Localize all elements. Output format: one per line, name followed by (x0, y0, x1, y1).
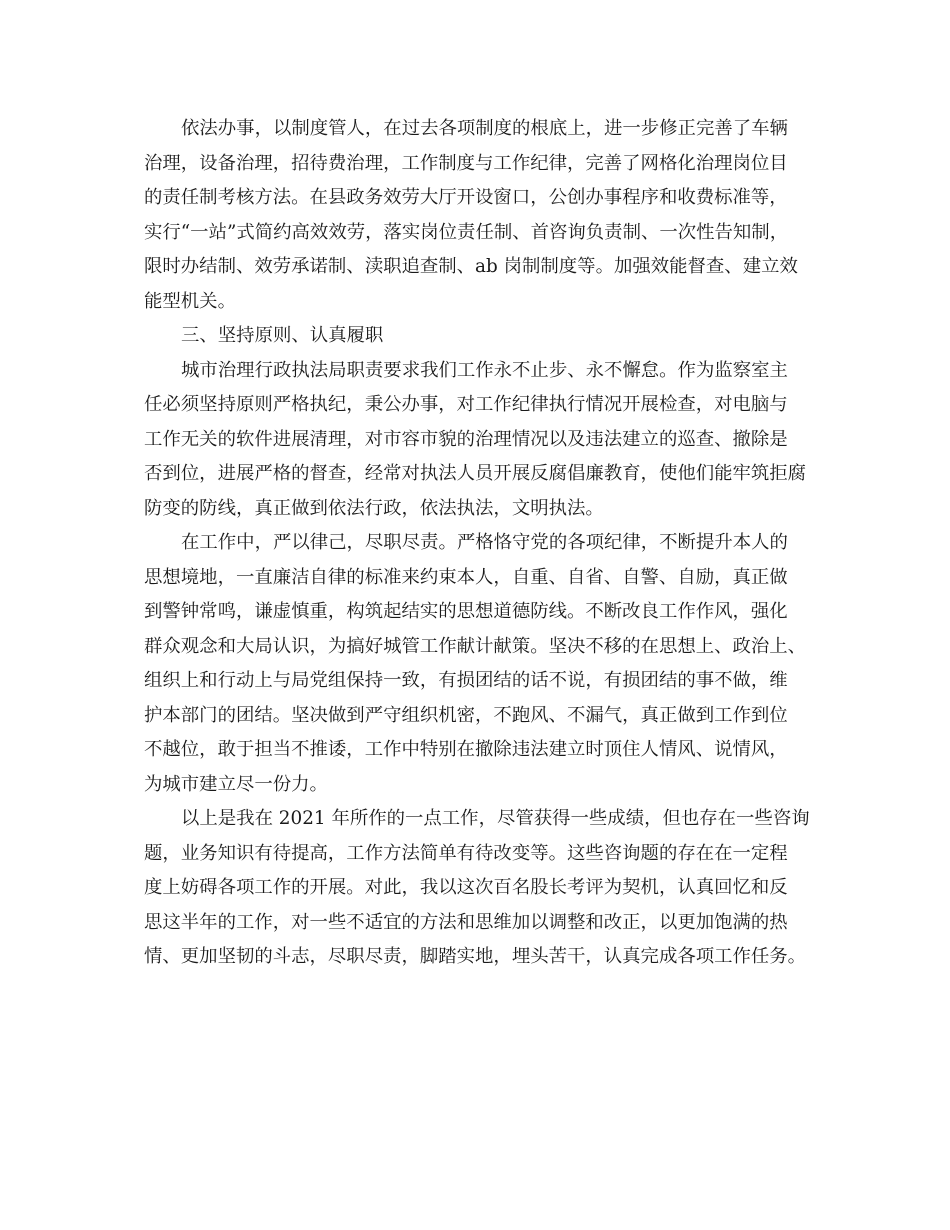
paragraph-line: 情、更加坚韧的斗志，尽职尽责，脚踏实地，埋头苦干，认真完成各项工作任务。 (144, 946, 807, 967)
paragraph-line: 防变的防线，真正做到依法行政，依法执法，文明执法。 (144, 497, 604, 519)
paragraph-line: 能型机关。 (144, 290, 236, 312)
paragraph-line: 的责任制考核方法。在县政务效劳大厅开设窗口，公创办事程序和收费标准等， (144, 187, 788, 208)
paragraph-line: 不越位，敢于担当不推诿，工作中特别在撤除违法建立时顶住人情风、说情风， (144, 739, 788, 760)
paragraph-line: 以上是我在 2021 年所作的一点工作，尽管获得一些成绩，但也存在一些咨询 (181, 808, 810, 829)
section-heading: 三、坚持原则、认真履职 (181, 325, 384, 346)
paragraph-line: 工作无关的软件进展清理，对市容市貌的治理情况以及违法建立的巡查、撤除是 (144, 428, 788, 450)
paragraph-line: 题，业务知识有待提高，工作方法简单有待改变等。这些咨询题的存在在一定程 (144, 842, 788, 864)
paragraph-line: 群众观念和大局认识，为搞好城管工作献计献策。坚决不移的在思想上、政治上、 (144, 635, 807, 657)
paragraph-line: 治理，设备治理，招待费治理，工作制度与工作纪律，完善了网格化治理岗位目 (144, 152, 788, 174)
paragraph-line: 度上妨碍各项工作的开展。对此，我以这次百名股长考评为契机，认真回忆和反 (144, 877, 788, 898)
paragraph-line: 思想境地，一直廉洁自律的标准来约束本人，自重、自省、自警、自励，真正做 (144, 566, 788, 588)
paragraph-line: 否到位，进展严格的督查，经常对执法人员开展反腐倡廉教育，使他们能牢筑拒腐 (144, 463, 807, 484)
paragraph-line: 组织上和行动上与局党组保持一致，有损团结的话不说，有损团结的事不做，维 (144, 670, 788, 691)
document-page (144, 112, 810, 975)
paragraph-line: 限时办结制、效劳承诺制、渎职追查制、ab 岗制制度等。加强效能督查、建立效 (144, 256, 798, 277)
paragraph-line: 护本部门的团结。坚决做到严守组织机密，不跑风、不漏气，真正做到工作到位 (144, 704, 788, 726)
paragraph-line: 到警钟常鸣，谦虚慎重，构筑起结实的思想道德防线。不断改良工作作风，强化 (144, 601, 788, 622)
paragraph-line: 思这半年的工作，对一些不适宜的方法和思维加以调整和改正，以更加饱满的热 (144, 911, 788, 933)
paragraph-line: 在工作中，严以律己，尽职尽责。严格恪守党的各项纪律，不断提升本人的 (181, 532, 788, 553)
paragraph-line: 依法办事，以制度管人，在过去各项制度的根底上，进一步修正完善了车辆 (181, 118, 788, 139)
paragraph-line: 城市治理行政执法局职责要求我们工作永不止步、永不懈怠。作为监察室主 (181, 359, 788, 381)
paragraph-line: 实行“一站”式简约高效效劳，落实岗位责任制、首咨询负责制、一次性告知制， (144, 221, 789, 243)
paragraph-line: 任必须坚持原则严格执纪，秉公办事，对工作纪律执行情况开展检查，对电脑与 (144, 394, 788, 415)
paragraph-line: 为城市建立尽一份力。 (144, 773, 328, 795)
